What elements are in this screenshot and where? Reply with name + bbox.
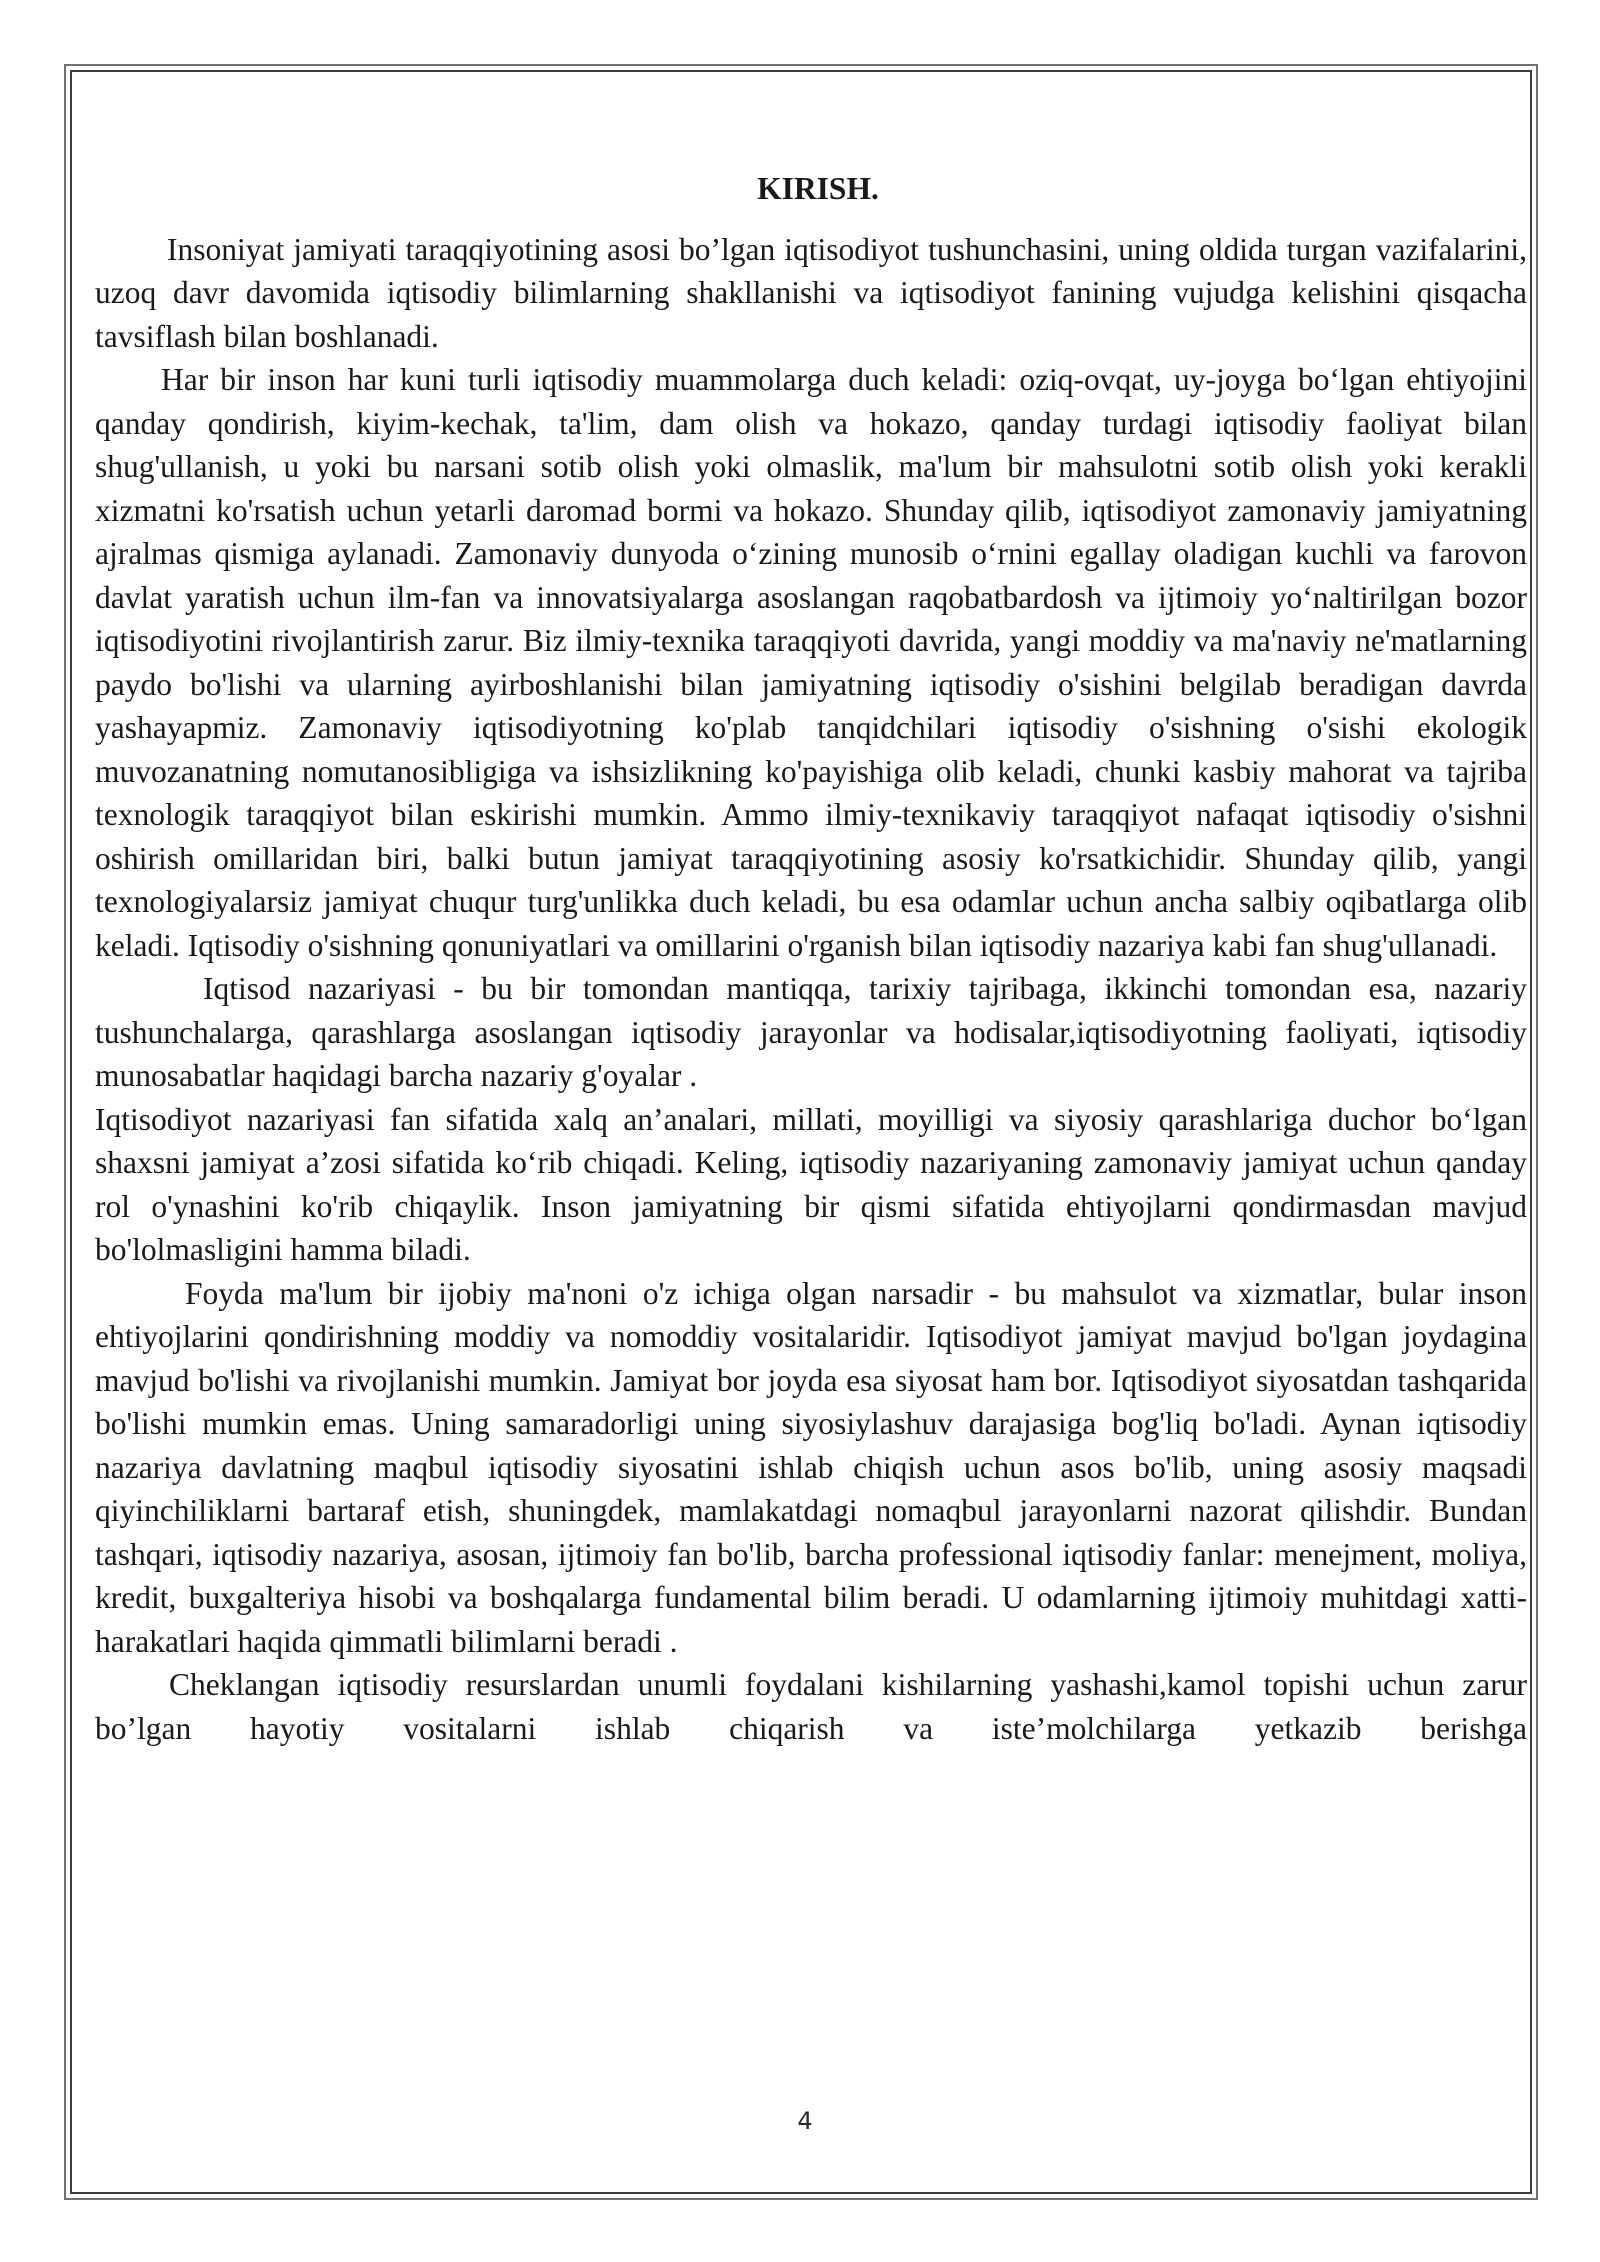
page-content bbox=[95, 167, 1527, 1750]
paragraph-economic-problems: Har bir inson har kuni turli iqtisodiy muammolarga duch keladi: oziq-ovqat, uy-joyga bo‘lgan ehtiyojini qanday qondirish, kiyim-kechak, ta'lim, dam olish va hokazo, qanday turdagi iqtisodiy faoliyat bilan shug'ullanish, u yoki bu narsani sotib olish yoki olmaslik, ma'lum bir mahsulotni sotib olish yoki kerakli xizmatni ko'rsatish uchun yetarli daromad bormi va hokazo. Shunday qilib, iqtisodiyot zamonaviy jamiyatning ajralmas qismiga aylanadi. Zamonaviy dunyoda o‘zining munosib o‘rnini egallay oladigan kuchli va farovon davlat yaratish uchun ilm-fan va innovatsiyalarga asoslangan raqobatbardosh va ijtimoiy yo‘naltirilgan bozor iqtisodiyotini rivojlantirish zarur. Biz ilmiy-texnika taraqqiyoti davrida, yangi moddiy va ma'naviy ne'matlarning paydo bo'lishi va ularning ayirboshlanishi bilan jamiyatning iqtisodiy o'sishini belgilab beradigan davrda yashayapmiz. Zamonaviy iqtisodiyotning ko'plab tanqidchilari iqtisodiy o'sishning o'sishi ekologik muvozanatning nomutanosibligiga va ishsizlikning ko'payishiga olib keladi, chunki kasbiy mahorat va tajriba texnologik taraqqiyot bilan eskirishi mumkin. Ammo ilmiy-texnikaviy taraqqiyot nafaqat iqtisodiy o'sishni oshirish omillaridan biri, balki butun jamiyat taraqqiyotining asosiy ko'rsatkichidir. Shunday qilib, yangi texnologiyalarsiz jamiyat chuqur turg'unlikka duch keladi, bu esa odamlar uchun ancha salbiy oqibatlarga olib keladi. Iqtisodiy o'sishning qonuniyatlari va omillarini o'rganish bilan iqtisodiy nazariya kabi fan shug'ullanadi. bbox=[95, 362, 1527, 963]
page-number: 4 bbox=[797, 2107, 813, 2135]
paragraph-theory-as-science: Iqtisodiyot nazariyasi fan sifatida xalq an’analari, millati, moyilligi va siyosiy qarashlariga duchor bo‘lgan shaxsni jamiyat a’zosi sifatida ko‘rib chiqadi. Keling, iqtisodiy nazariyaning zamonaviy jamiyat uchun qanday rol o'ynashini ko'rib chiqaylik. Inson jamiyatning bir qismi sifatida ehtiyojlarni qondirmasdan mavjud bo'lolmasligini hamma biladi. bbox=[95, 1101, 1527, 1267]
document-title: KIRISH. bbox=[757, 171, 879, 206]
paragraph-benefit: Foyda ma'lum bir ijobiy ma'noni o'z ichiga olgan narsadir - bu mahsulot va xizmatlar, bular inson ehtiyojlarini qondirishning moddiy va nomoddiy vositalaridir. Iqtisodiyot jamiyat mavjud bo'lgan joydagina mavjud bo'lishi va rivojlanishi mumkin. Jamiyat bor joyda esa siyosat ham bor. Iqtisodiyot siyosatdan tashqarida bo'lishi mumkin emas. Uning samaradorligi uning siyosiylashuv darajasiga bog'liq bo'ladi. Aynan iqtisodiy nazariya davlatning maqbul iqtisodiy siyosatini ishlab chiqish uchun asos bo'lib, uning asosiy maqsadi qiyinchiliklarni bartaraf etish, shuningdek, mamlakatdagi nomaqbul jarayonlarni nazorat qilishdir. Bundan tashqari, iqtisodiy nazariya, asosan, ijtimoiy fan bo'lib, barcha professional iqtisodiy fanlar: menejment, moliya, kredit, buxgalteriya hisobi va boshqalarga fundamental bilim beradi. U odamlarning ijtimoiy muhitdagi xatti-harakatlari haqida qimmatli bilimlarni beradi . bbox=[95, 1275, 1527, 1659]
paragraph-economic-theory: Iqtisod nazariyasi - bu bir tomondan mantiqqa, tarixiy tajribaga, ikkinchi tomondan esa, nazariy tushunchalarga, qarashlarga asoslangan iqtisodiy jarayonlar va hodisalar,iqtisodiyotning faoliyati, iqtisodiy munosabatlar haqidagi barcha nazariy g'oyalar . bbox=[95, 971, 1527, 1093]
paragraph-intro: Insoniyat jamiyati taraqqiyotining asosi bo’lgan iqtisodiyot tushunchasini, uning oldida turgan vazifalarini, uzoq davr davomida iqtisodiy bilimlarning shakllanishi va iqtisodiyot fanining vujudga kelishini qisqacha tavsiflash bilan boshlanadi. bbox=[95, 231, 1527, 354]
paragraph-limited-resources: Cheklangan iqtisodiy resurslardan unumli foydalani kishilarning yashashi,kamol topishi uchun zarur bo’lgan hayotiy vositalarni ishlab chiqarish va iste’molchilarga yetkazib berishga bbox=[95, 1667, 1527, 1746]
